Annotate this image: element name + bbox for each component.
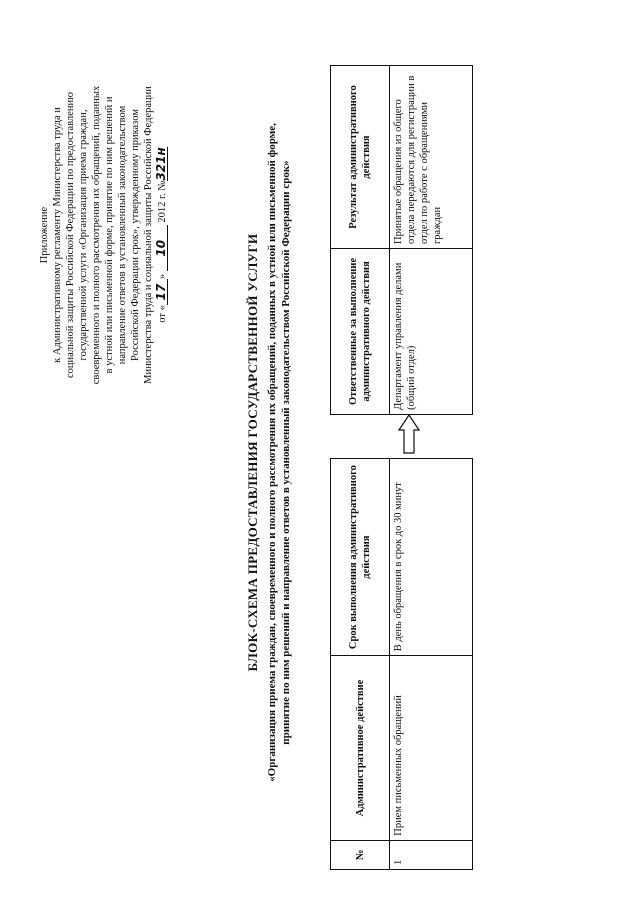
date-prefix: от « [157,305,168,323]
scheme-table [330,65,473,870]
row-result: Принятые обращения из общего отдела передаются для регистрации в отдел по работе с обращениями граждан [390,66,473,249]
date-year: 2012 г. № [157,180,168,223]
appendix-line: Министерства труда и социальной защиты Российской Федерации [143,86,154,384]
flow-arrow-icon [398,414,420,454]
scheme-table-wrap [330,65,473,870]
appendix-line: направление ответов в установленный законодательством [117,105,128,365]
date-month-handwritten: 10 [155,225,168,271]
table-header-row [331,66,390,870]
appendix-line: своевременного и полного рассмотрения их обращений, поданных [91,85,102,385]
appendix-line: Приложение [39,206,50,264]
header-num: № [331,840,390,869]
row-term: В день обращения в срок до 30 минут [390,458,473,655]
row-arrow-cell [390,414,473,458]
row-responsible: Департамент управления делами (общий отдел) [390,249,473,415]
appendix-line: государственной услуги «Организация приема граждан, [78,109,89,361]
scheme-subtitle-line: принятие по ним решений и направление ответов в установленный законодательством Российской Федерации срок» [280,160,292,745]
header-arrow-gap [331,414,390,458]
date-mid: » [157,273,168,280]
order-number-handwritten: 321н [154,147,168,181]
scheme-subtitle-line: «Организация приема граждан, своевременного и полного рассмотрения их обращений, поданных в устной или письменной форме, [266,123,278,782]
scheme-title-block [245,20,293,885]
table-row [390,66,473,870]
appendix-line: социальной защиты Российской Федерации по предоставлению [65,92,76,378]
header-action: Административное действие [331,656,390,840]
header-responsible: Ответственные за выполнение административного действия [331,249,390,415]
row-num: 1 [390,840,473,869]
header-result: Результат административного действия [331,66,390,249]
appendix-line: в устной или письменной форме, принятие по ним решений и [104,96,115,374]
header-term: Срок выполнения административного действия [331,458,390,655]
order-date-line [155,65,169,405]
scheme-title: БЛОК-СХЕМА ПРЕДОСТАВЛЕНИЯ ГОСУДАРСТВЕННОЙ УСЛУГИ [245,233,260,672]
date-day-handwritten: 17 [155,279,168,305]
appendix-line: к Административному регламенту Министерства труда и [52,107,63,363]
appendix-header [38,65,169,405]
appendix-line: Российской Федерации срок», утвержденному приказом [130,109,141,361]
row-action: Прием письменных обращений [390,656,473,840]
